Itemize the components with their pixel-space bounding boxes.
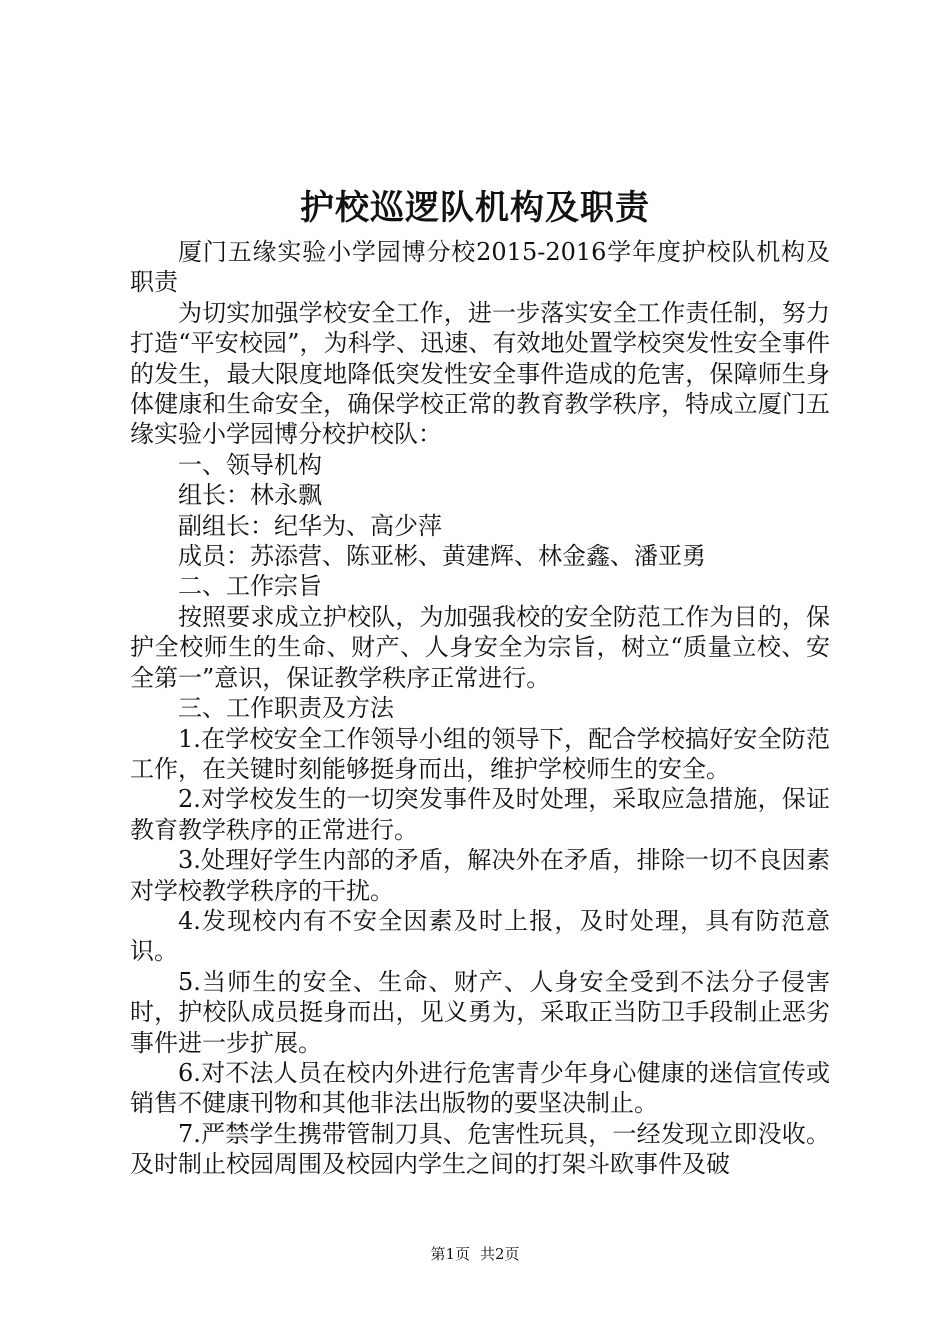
paragraph-intro: 为切实加强学校安全工作，进一步落实安全工作责任制，努力打造“平安校园”，为科学、迅速、有效地处置学校突发性安全事件的发生，最大限度地降低突发性安全事件造成的危害，保障师生身体健康和生命安全，确保学校正常的教育教学秩序，特成立厦门五缘实验小学园博分校护校队：	[130, 298, 830, 449]
paragraph-subtitle: 厦门五缘实验小学园博分校2015-2016学年度护校队机构及职责	[130, 238, 830, 297]
duty-item-1: 1.在学校安全工作领导小组的领导下，配合学校搞好安全防范工作，在关键时刻能够挺身而出，维护学校师生的安全。	[130, 724, 830, 783]
page-footer	[0, 1244, 950, 1264]
paragraph-purpose: 按照要求成立护校队，为加强我校的安全防范工作为目的，保护全校师生的生命、财产、人身安全为宗旨，树立“质量立校、安全第一”意识，保证教学秩序正常进行。	[130, 602, 830, 692]
duty-item-2: 2.对学校发生的一切突发事件及时处理，采取应急措施，保证教育教学秩序的正常进行。	[130, 785, 830, 844]
section-heading-duties: 三、工作职责及方法	[178, 694, 394, 723]
duty-item-5: 5.当师生的安全、生命、财产、人身安全受到不法分子侵害时，护校队成员挺身而出，见义勇为，采取正当防卫手段制止恶劣事件进一步扩展。	[130, 967, 830, 1057]
document-title: 护校巡逻队机构及职责	[300, 188, 650, 228]
paragraph-deputy-leaders: 副组长：纪华为、高少萍	[178, 511, 442, 540]
duty-item-3: 3.处理好学生内部的矛盾，解决外在矛盾，排除一切不良因素对学校教学秩序的干扰。	[130, 846, 830, 905]
page-total: 共2页	[480, 1245, 520, 1263]
paragraph-members: 成员：苏添营、陈亚彬、黄建辉、林金鑫、潘亚勇	[178, 542, 706, 571]
section-heading-purpose: 二、工作宗旨	[178, 572, 322, 601]
duty-item-6: 6.对不法人员在校内外进行危害青少年身心健康的迷信宣传或销售不健康刊物和其他非法出版物的要坚决制止。	[130, 1058, 830, 1118]
section-heading-leadership: 一、领导机构	[178, 450, 322, 479]
duty-item-7: 7.严禁学生携带管制刀具、危害性玩具，一经发现立即没收。及时制止校园周围及校园内学生之间的打架斗欧事件及破	[130, 1119, 830, 1179]
document-body	[130, 237, 830, 1180]
paragraph-leader: 组长：林永飘	[178, 481, 322, 510]
page-number: 第1页	[430, 1245, 470, 1263]
duty-item-4: 4.发现校内有不安全因素及时上报，及时处理，具有防范意识。	[130, 906, 830, 966]
